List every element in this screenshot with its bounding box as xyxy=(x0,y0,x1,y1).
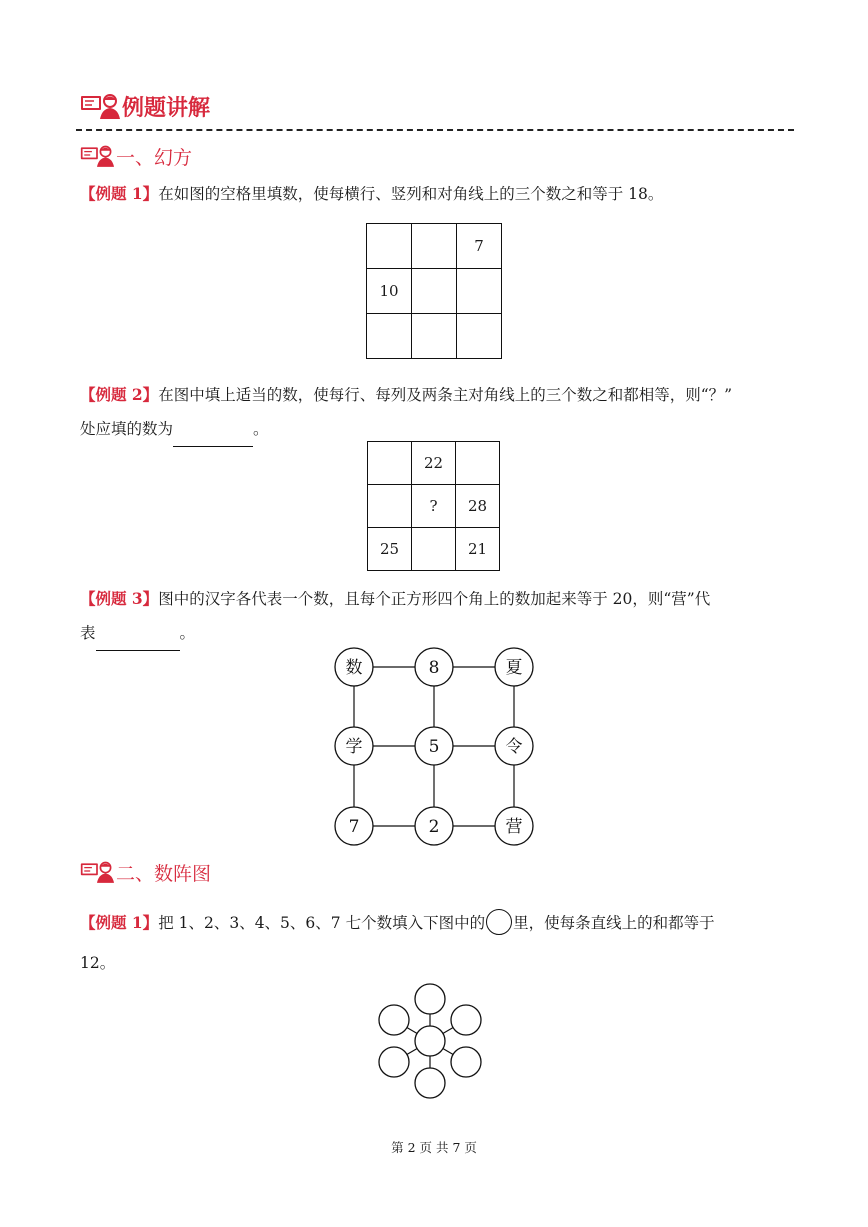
hex-circle[interactable] xyxy=(451,1005,481,1035)
grid-cell: 22 xyxy=(412,442,456,485)
example1-tag: 【例题 1】 xyxy=(80,184,159,203)
example3-body: 图中的汉字各代表一个数，且每个正方形四个角上的数加起来等于 20，则“营”代 xyxy=(158,590,711,608)
hex-circle-center[interactable] xyxy=(415,1026,445,1056)
node-label: 夏 xyxy=(505,658,523,678)
teacher-icon xyxy=(80,858,114,884)
grid-cell xyxy=(412,528,456,571)
grid-cell: 21 xyxy=(456,528,500,571)
hex-circle[interactable] xyxy=(451,1047,481,1077)
example4-text xyxy=(80,903,800,983)
node-label: 5 xyxy=(428,737,440,757)
example1-body: 在如图的空格里填数，使每横行、竖列和对角线上的三个数之和等于 18。 xyxy=(158,185,664,203)
example2-grid xyxy=(367,441,500,571)
section-title-magic-square: 一、幻方 xyxy=(116,147,193,169)
grid-cell xyxy=(412,314,457,359)
grid-cell xyxy=(367,314,412,359)
answer-blank[interactable] xyxy=(173,412,253,447)
hex-circle[interactable] xyxy=(415,984,445,1014)
node-label: 学 xyxy=(345,737,363,757)
grid-cell xyxy=(457,269,502,314)
hex-circle[interactable] xyxy=(379,1047,409,1077)
teacher-icon xyxy=(80,90,120,120)
grid-cell xyxy=(456,442,500,485)
grid-cell xyxy=(367,224,412,269)
node-label: 8 xyxy=(428,658,440,678)
node-label: 2 xyxy=(428,817,440,837)
teacher-icon xyxy=(80,142,114,168)
example4-body-cont: 里，使每条直线上的和都等于 xyxy=(513,914,715,932)
example1-text xyxy=(80,183,800,205)
grid-cell xyxy=(412,269,457,314)
section2-icon-wrap xyxy=(80,858,114,884)
grid-cell: 10 xyxy=(367,269,412,314)
example2-prompt: 处应填的数为 xyxy=(80,420,174,438)
circle-icon xyxy=(486,909,512,935)
example3-end: 。 xyxy=(179,624,196,642)
hex-circle[interactable] xyxy=(379,1005,409,1035)
grid-cell: ? xyxy=(412,485,456,528)
example4-line2: 12。 xyxy=(80,954,116,972)
hex-circle[interactable] xyxy=(415,1068,445,1098)
example2-end: 。 xyxy=(253,420,269,438)
grid-cell xyxy=(412,224,457,269)
example2-tag: 【例题 2】 xyxy=(80,385,159,404)
page-number: 第 2 页 共 7 页 xyxy=(391,1140,477,1155)
page-heading: 例题讲解 xyxy=(122,96,211,121)
example3-diagram xyxy=(330,645,540,850)
grid-cell xyxy=(368,485,412,528)
node-label: 7 xyxy=(348,817,360,837)
example3-prompt: 表 xyxy=(80,624,96,642)
grid-cell: 28 xyxy=(456,485,500,528)
grid-cell xyxy=(457,314,502,359)
example4-tag: 【例题 1】 xyxy=(80,913,159,932)
section1-icon-wrap xyxy=(80,142,114,168)
example4-body: 把 1、2、3、4、5、6、7 七个数填入下图中的 xyxy=(158,914,486,932)
grid-cell: 25 xyxy=(368,528,412,571)
example2-body: 在图中填上适当的数，使每行、每列及两条主对角线上的三个数之和都相等，则“？” xyxy=(158,386,733,404)
grid-cell: 7 xyxy=(457,224,502,269)
heading-divider xyxy=(76,129,794,131)
example2-text xyxy=(80,378,800,447)
node-label: 令 xyxy=(505,737,523,757)
answer-blank[interactable] xyxy=(96,616,180,651)
section-title-number-array: 二、数阵图 xyxy=(116,863,212,885)
example1-grid xyxy=(366,223,502,359)
example3-tag: 【例题 3】 xyxy=(80,589,159,608)
node-label: 数 xyxy=(345,658,363,678)
header-icon-wrap xyxy=(80,90,120,120)
node-label: 营 xyxy=(505,817,523,837)
example3-text xyxy=(80,582,800,651)
grid-cell xyxy=(368,442,412,485)
example4-diagram xyxy=(372,980,488,1102)
